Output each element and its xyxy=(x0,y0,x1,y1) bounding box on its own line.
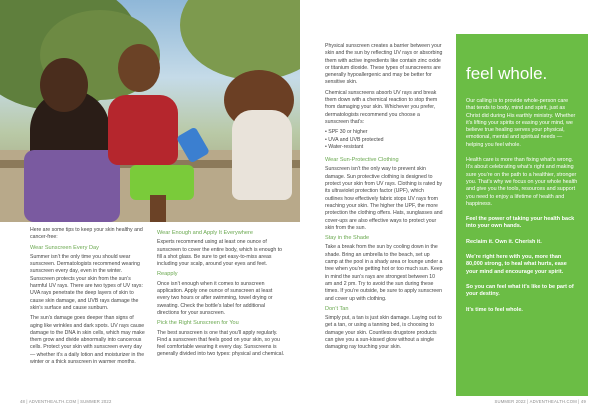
section-heading: Stay in the Shade xyxy=(325,235,370,242)
paragraph: Sunscreen isn’t the only way to prevent skin damage. Sun protective clothing is designed to protect your skin from UV rays. Clothing is rated by its ultraviolet protection factor (UPF), which outlines how effectively fabric stops UV rays from reaching your skin. The higher the UPF, the more protection the clothing offers. Hats, sunglasses and cover-ups are also effective ways to protect your skin from the sun. xyxy=(325,166,443,231)
tree-foliage xyxy=(180,0,300,80)
boy-leg xyxy=(150,195,166,222)
section-heading: Pick the Right Sunscreen for You xyxy=(157,320,239,327)
sidebar-paragraph: Our calling is to provide whole-person care that tends to body, mind and spirit, just as Christ did during His earthly ministry. Whether it’s lifting your spirits or easing your mind, we believe true healing serves your physical, emotional, mental and spiritual needs — helping you feel whole. xyxy=(466,98,576,148)
section-heading: Wear Enough and Apply It Everywhere xyxy=(157,230,253,236)
sidebar-callout: Reclaim it. Own it. Cherish it. xyxy=(466,238,542,245)
sidebar-title: feel whole. xyxy=(466,64,548,83)
boy-shirt xyxy=(108,95,178,165)
paragraph: Simply put, a tan is just skin damage. Laying out to get a tan, or using a tanning bed, is choosing to damage your skin. Countless drugstore products can give you a sun-kissed glow without a single damaging ray touching your skin. xyxy=(325,315,442,351)
mother-head xyxy=(40,58,88,112)
paragraph: Summer isn’t the only time you should wear sunscreen. Dermatologists recommend wearing sunscreen every day, even in the winter. Sunscreen protects your skin from the sun’s harmful UV rays. There are two types of UV rays: UVA rays penetrate the deep layers of skin to cause skin damage, and UVB rays damage the skin’s surface and cause sunburn. xyxy=(30,253,143,311)
boy-head xyxy=(118,44,160,92)
footer-right: SUMMER 2022 | ADVENTHEALTH.COM | 49 xyxy=(494,399,586,404)
article-column-3 xyxy=(325,43,443,355)
paragraph: The sun’s damage goes deeper than signs of aging like wrinkles and dark spots. UV rays cause damage to the DNA in skin cells, which may make them grow and divide abnormally into cancerous cells. Protect your skin with sunscreen every day — whether it’s a daily lotion and moisturizer in the winter or a thick sunscreen in warmer months. xyxy=(30,315,145,366)
list-item: • SPF 30 or higher xyxy=(325,129,443,136)
section-heading: Wear Sunscreen Every Day xyxy=(30,244,99,251)
footer-left: 48 | ADVENTHEALTH.COM | SUMMER 2022 xyxy=(20,399,112,404)
mother-shirt xyxy=(24,150,120,222)
paragraph: The best sunscreen is one that you’ll apply regularly. Find a sunscreen that feels good on your skin, so you feel comfortable wearing it every day. Sunscreens is generally divided into two types: physical and chemical. xyxy=(157,329,285,358)
article-column-2 xyxy=(157,227,285,362)
section-heading: Don’t Tan xyxy=(325,305,349,312)
sunscreen-criteria-list xyxy=(325,129,443,151)
sidebar-paragraph: Health care is more than fixing what’s wrong. It’s about celebrating what’s right and making sure you’re on the path to a healthier, stronger you. That’s why we focus on your whole health and give you the tools, resources and support you need to enjoy a lifetime of health and happiness. xyxy=(466,157,578,207)
section-heading: Wear Sun-Protective Clothing xyxy=(325,157,399,164)
section-heading: Reapply xyxy=(157,271,178,278)
girl-figure xyxy=(232,110,292,200)
paragraph: Chemical sunscreens absorb UV rays and break them down with a chemical reaction to stop them from damaging your skin. Whichever you prefer, dermatologists recommend you choose a sunscreen that’s: xyxy=(325,89,438,125)
paragraph: Take a break from the sun by cooling down in the shade. Bring an umbrella to the beach, set up camp at the pool in a shady area or lounge under a tree when you’re getting hot or too much sun. Keep in mind the sun’s rays are strongest between 10 am and 2 pm. Try to avoid the sun during these times. If you’re outside, be sure to apply sunscreen and cover up with clothing. xyxy=(325,244,443,302)
paragraph: Once isn’t enough when it comes to sunscreen application. Apply one ounce of sunscreen at least every two hours or after swimming, towel drying or sweating. Check the bottle’s label for additional directions for your sunscreen. xyxy=(157,280,273,316)
paragraph: Physical sunscreen creates a barrier between your skin and the sun by reflecting UV rays or absorbing them with active ingredients like contain zinc oxide or titanium dioxide. These types of sunscreens are generally hypoallergenic and may be better for sensitive skin. xyxy=(325,43,443,86)
family-photo xyxy=(0,0,300,222)
list-item: • UVA and UVB protected xyxy=(325,137,443,144)
sidebar-callout: We’re right here with you, more than 80,000 strong, to heal what hurts, ease your mind and encourage your spirit. xyxy=(466,254,567,275)
list-item: • Water-resistant xyxy=(325,144,443,151)
sidebar-callout: So you can feel what it’s like to be part of your destiny. xyxy=(466,283,574,298)
sidebar-callout: Feel the power of taking your health back into your own hands. xyxy=(466,216,575,230)
sidebar-callout: It’s time to feel whole. xyxy=(466,306,523,313)
feel-whole-sidebar xyxy=(456,34,588,396)
article-column-1 xyxy=(30,227,145,369)
intro-text: Here are some tips to keep your skin healthy and cancer-free: xyxy=(30,227,143,241)
paragraph: Experts recommend using at least one ounce of sunscreen to cover the entire body, which is enough to fill a shot glass. Be sure to get easy-to-miss areas including your scalp, around your eyes and feet. xyxy=(157,239,283,268)
